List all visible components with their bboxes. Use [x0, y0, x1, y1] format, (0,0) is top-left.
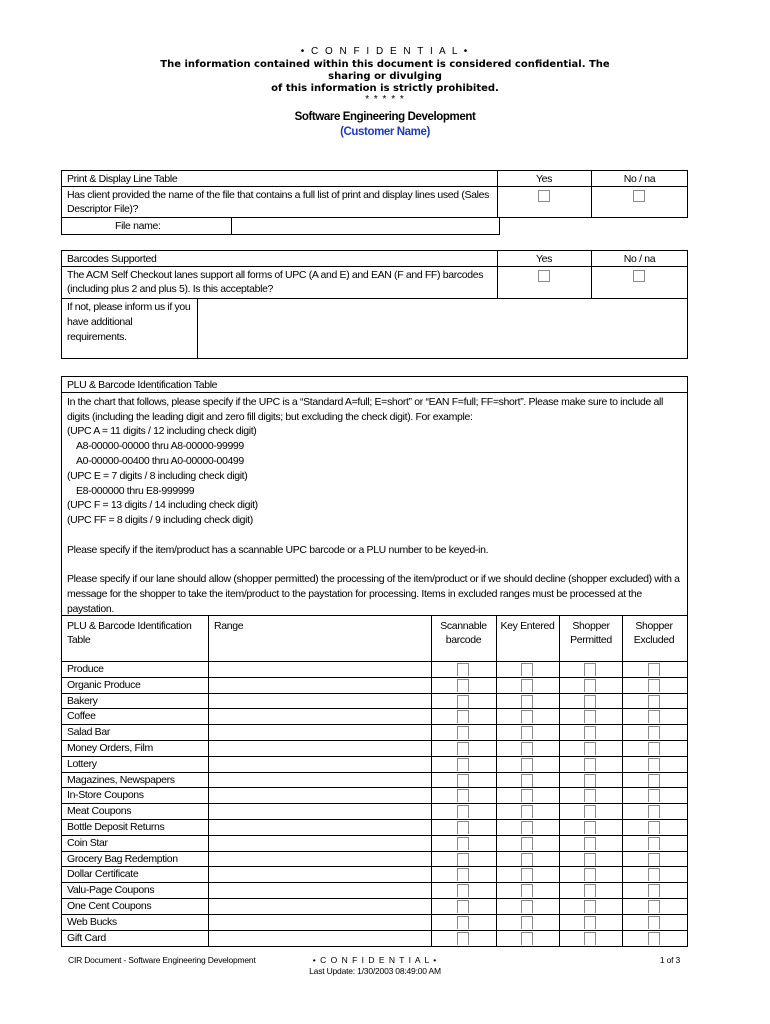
- excluded-checkbox[interactable]: [648, 695, 660, 708]
- col-header-table: PLU & Barcode Identification Table: [67, 620, 192, 646]
- print-file-question: Has client provided the name of the file that contains a full list of print and display lines used (Sales Descriptor File)?: [67, 189, 490, 215]
- barcodes-no-checkbox[interactable]: [633, 270, 645, 282]
- excluded-checkbox[interactable]: [648, 868, 660, 881]
- range-input[interactable]: [210, 915, 429, 929]
- excluded-checkbox[interactable]: [648, 837, 660, 850]
- plu-intro-text: In the chart that follows, please specify if the UPC is a “Standard A=full; E=short” or “EAN F=full; FF=short”. Please make sure to include all digits (including the leading digit and zero fill digits; but excluding the check digit). For example:: [67, 396, 663, 423]
- scannable-checkbox[interactable]: [457, 900, 469, 913]
- col-header-scannable: Scannable barcode: [440, 620, 487, 646]
- scannable-checkbox[interactable]: [457, 821, 469, 834]
- row-label: Bottle Deposit Returns: [67, 821, 165, 833]
- scannable-checkbox[interactable]: [457, 837, 469, 850]
- range-input[interactable]: [210, 741, 429, 755]
- scannable-checkbox[interactable]: [457, 742, 469, 755]
- range-input[interactable]: [210, 662, 429, 676]
- permitted-checkbox[interactable]: [584, 837, 596, 850]
- row-label: Salad Bar: [67, 726, 110, 739]
- barcodes-question: The ACM Self Checkout lanes support all forms of UPC (A and E) and EAN (F and FF) barcodes (including plus 2 and plus 5). Is this acceptable?: [67, 269, 484, 295]
- permitted-checkbox[interactable]: [584, 710, 596, 723]
- col-header-shopper-permitted: Shopper Permitted: [570, 620, 612, 646]
- range-input[interactable]: [210, 804, 429, 818]
- range-input[interactable]: [210, 678, 429, 692]
- permitted-checkbox[interactable]: [584, 789, 596, 802]
- row-label: Organic Produce: [67, 678, 141, 691]
- key-entered-checkbox[interactable]: [521, 663, 533, 676]
- scannable-checkbox[interactable]: [457, 679, 469, 692]
- permitted-checkbox[interactable]: [584, 916, 596, 929]
- excluded-checkbox[interactable]: [648, 710, 660, 723]
- range-input[interactable]: [210, 694, 429, 708]
- row-label: Produce: [67, 663, 104, 675]
- row-label: Money Orders, Film: [67, 742, 153, 754]
- confidential-banner: • C O N F I D E N T I A L •: [300, 46, 470, 57]
- confidential-notice-line-3: of this information is strictly prohibited.: [271, 83, 499, 94]
- key-entered-checkbox[interactable]: [521, 868, 533, 881]
- permitted-checkbox[interactable]: [584, 853, 596, 866]
- range-input[interactable]: [210, 709, 429, 723]
- permitted-checkbox[interactable]: [584, 884, 596, 897]
- col-header-shopper-excluded: Shopper Excluded: [633, 620, 675, 646]
- range-input[interactable]: [210, 773, 429, 787]
- excluded-checkbox[interactable]: [648, 821, 660, 834]
- permitted-checkbox[interactable]: [584, 774, 596, 787]
- plu-example-upc-e: (UPC E = 7 digits / 8 including check digit): [67, 470, 248, 482]
- plu-shopper-instructions: Please specify if our lane should allow (shopper permitted) the processing of the item/product or if we should decline (shopper excluded) with a message for the shopper to take the item/product to the paystation for processing. Items in excluded ranges must be processed at the paystation.: [67, 573, 680, 615]
- footer-confidential: • C O N F I D E N T I A L •: [312, 955, 438, 965]
- excluded-checkbox[interactable]: [648, 663, 660, 676]
- row-label: One Cent Coupons: [67, 900, 152, 912]
- excluded-checkbox[interactable]: [648, 774, 660, 787]
- print-display-table-title: Print & Display Line Table: [67, 173, 178, 185]
- key-entered-checkbox[interactable]: [521, 900, 533, 913]
- range-input[interactable]: [210, 757, 429, 771]
- permitted-checkbox[interactable]: [584, 932, 596, 945]
- file-name-label: File name:: [115, 220, 161, 232]
- range-input[interactable]: [210, 931, 429, 945]
- row-label: Valu-Page Coupons: [67, 884, 155, 897]
- row-label: In-Store Coupons: [67, 789, 144, 802]
- barcodes-table-title: Barcodes Supported: [67, 253, 157, 265]
- permitted-checkbox[interactable]: [584, 868, 596, 881]
- plu-example-e8-range: E8-000000 thru E8-999999: [76, 485, 195, 497]
- key-entered-checkbox[interactable]: [521, 821, 533, 834]
- confidential-notice-line-1: The information contained within this document is considered confidential. The: [160, 59, 610, 70]
- excluded-checkbox[interactable]: [648, 789, 660, 802]
- permitted-checkbox[interactable]: [584, 742, 596, 755]
- plu-scannable-instructions: Please specify if the item/product has a scannable UPC barcode or a PLU number to be keyed-in.: [67, 544, 489, 556]
- range-input[interactable]: [210, 852, 429, 866]
- scannable-checkbox[interactable]: [457, 884, 469, 897]
- scannable-checkbox[interactable]: [457, 758, 469, 771]
- key-entered-checkbox[interactable]: [521, 758, 533, 771]
- range-input[interactable]: [210, 788, 429, 802]
- excluded-checkbox[interactable]: [648, 742, 660, 755]
- range-input[interactable]: [210, 820, 429, 834]
- plu-example-upc-a: (UPC A = 11 digits / 12 including check digit): [67, 425, 257, 437]
- excluded-checkbox[interactable]: [648, 758, 660, 771]
- row-label: Web Bucks: [67, 915, 117, 928]
- excluded-checkbox[interactable]: [648, 932, 660, 945]
- row-label: Grocery Bag Redemption: [67, 852, 178, 865]
- row-label: Coffee: [67, 710, 96, 723]
- plu-table-title: PLU & Barcode Identification Table: [67, 379, 218, 391]
- footer-last-update: Last Update: 1/30/2003 08:49:00 AM: [309, 966, 441, 976]
- print-yes-checkbox[interactable]: [538, 190, 550, 202]
- confidential-notice-line-2: sharing or divulging: [328, 71, 442, 82]
- excluded-checkbox[interactable]: [648, 679, 660, 692]
- row-label: Bakery: [67, 694, 98, 707]
- excluded-checkbox[interactable]: [648, 805, 660, 818]
- excluded-checkbox[interactable]: [648, 884, 660, 897]
- range-input[interactable]: [210, 899, 429, 913]
- plu-example-upc-f: (UPC F = 13 digits / 14 including check digit): [67, 499, 258, 511]
- key-entered-checkbox[interactable]: [521, 710, 533, 723]
- key-entered-checkbox[interactable]: [521, 774, 533, 787]
- excluded-checkbox[interactable]: [648, 916, 660, 929]
- key-entered-checkbox[interactable]: [521, 789, 533, 802]
- scannable-checkbox[interactable]: [457, 805, 469, 818]
- additional-requirements-label: If not, please inform us if you have additional requirements.: [67, 301, 191, 343]
- plu-example-upc-ff: (UPC FF = 8 digits / 9 including check digit): [67, 514, 253, 526]
- range-input[interactable]: [210, 836, 429, 850]
- scannable-checkbox[interactable]: [457, 726, 469, 739]
- permitted-checkbox[interactable]: [584, 758, 596, 771]
- permitted-checkbox[interactable]: [584, 900, 596, 913]
- key-entered-checkbox[interactable]: [521, 916, 533, 929]
- document-title: Software Engineering Development: [294, 111, 476, 123]
- scannable-checkbox[interactable]: [457, 932, 469, 945]
- scannable-checkbox[interactable]: [457, 853, 469, 866]
- barcodes-yes-header: Yes: [535, 253, 553, 265]
- scannable-checkbox[interactable]: [457, 663, 469, 676]
- barcodes-no-header: No / na: [623, 253, 656, 265]
- excluded-checkbox[interactable]: [648, 853, 660, 866]
- key-entered-checkbox[interactable]: [521, 884, 533, 897]
- key-entered-checkbox[interactable]: [521, 726, 533, 739]
- footer-document-name: CIR Document - Software Engineering Development: [68, 955, 256, 965]
- row-label: Coin Star: [67, 836, 108, 849]
- row-label: Magazines, Newspapers: [67, 773, 175, 786]
- row-label: Gift Card: [67, 931, 106, 944]
- plu-example-a0-range: A0-00000-00400 thru A0-00000-00499: [76, 455, 244, 467]
- print-yes-header: Yes: [535, 173, 553, 185]
- scannable-checkbox[interactable]: [457, 916, 469, 929]
- customer-name: (Customer Name): [340, 126, 430, 138]
- key-entered-checkbox[interactable]: [521, 837, 533, 850]
- print-no-header: No / na: [623, 173, 656, 185]
- permitted-checkbox[interactable]: [584, 663, 596, 676]
- key-entered-checkbox[interactable]: [521, 679, 533, 692]
- excluded-checkbox[interactable]: [648, 726, 660, 739]
- col-header-key-entered: Key Entered: [500, 620, 555, 632]
- barcodes-yes-checkbox[interactable]: [538, 270, 550, 282]
- col-header-range: Range: [214, 620, 244, 632]
- scannable-checkbox[interactable]: [457, 710, 469, 723]
- range-input[interactable]: [210, 867, 429, 881]
- key-entered-checkbox[interactable]: [521, 695, 533, 708]
- row-label: Dollar Certificate: [67, 868, 139, 881]
- permitted-checkbox[interactable]: [584, 821, 596, 834]
- permitted-checkbox[interactable]: [584, 679, 596, 692]
- row-label: Lottery: [67, 757, 97, 770]
- key-entered-checkbox[interactable]: [521, 805, 533, 818]
- key-entered-checkbox[interactable]: [521, 853, 533, 866]
- key-entered-checkbox[interactable]: [521, 742, 533, 755]
- plu-example-a8-range: A8-00000-00000 thru A8-00000-99999: [76, 440, 244, 452]
- permitted-checkbox[interactable]: [584, 695, 596, 708]
- row-label: Meat Coupons: [67, 805, 132, 818]
- print-no-checkbox[interactable]: [633, 190, 645, 202]
- excluded-checkbox[interactable]: [648, 900, 660, 913]
- range-input[interactable]: [210, 725, 429, 739]
- scannable-checkbox[interactable]: [457, 774, 469, 787]
- scannable-checkbox[interactable]: [457, 868, 469, 881]
- footer-page-number: 1 of 3: [659, 955, 680, 965]
- permitted-checkbox[interactable]: [584, 805, 596, 818]
- scannable-checkbox[interactable]: [457, 789, 469, 802]
- stars-divider: * * * * *: [365, 94, 405, 105]
- key-entered-checkbox[interactable]: [521, 932, 533, 945]
- permitted-checkbox[interactable]: [584, 726, 596, 739]
- additional-requirements-input[interactable]: [203, 302, 683, 356]
- range-input[interactable]: [210, 883, 429, 897]
- file-name-input[interactable]: [236, 219, 496, 233]
- scannable-checkbox[interactable]: [457, 695, 469, 708]
